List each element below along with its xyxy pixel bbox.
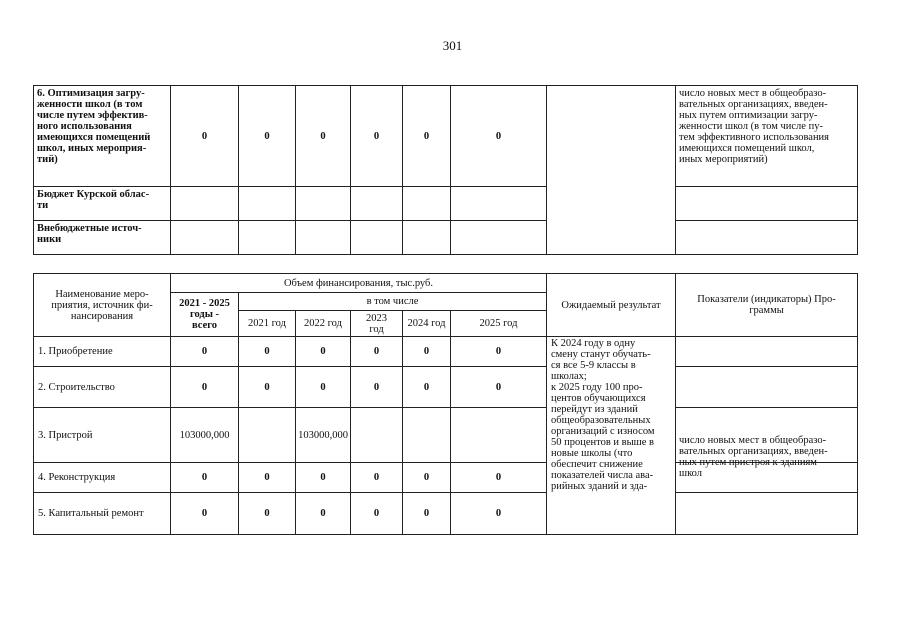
row4-2025: 0 (451, 463, 547, 493)
row2-2024: 0 (403, 367, 451, 408)
row3-total: 103000,000 (171, 408, 239, 463)
item6-2021: 0 (239, 86, 296, 187)
header-result: Ожидаемый результат (547, 274, 676, 337)
indicator-row4 (676, 463, 857, 493)
row3-2024 (403, 408, 451, 463)
item6-result (547, 86, 676, 254)
top-table (33, 85, 858, 255)
row5-name: 5. Капитальный ремонт (34, 493, 171, 534)
item6-indicator: число новых мест в общеобразо- вательных организациях, введен- ных путем оптимизации загру- женности школ (в том числе пу- тем эффективного использования имеющихся помещений школ, иных мероприятий) (676, 86, 857, 187)
indicator-row5 (676, 493, 857, 534)
offbudget-2023 (351, 221, 403, 254)
header-year-2023: 2023 год (351, 311, 403, 337)
indicator-row3: число новых мест в общеобразо- вательных организациях, введен- ных путем пристроя к зданиям школ (676, 408, 857, 463)
indicator-row2 (676, 367, 857, 408)
budget-2025 (451, 187, 547, 221)
row5-2023: 0 (351, 493, 403, 534)
row5-2025: 0 (451, 493, 547, 534)
row2-total: 0 (171, 367, 239, 408)
row5-2022: 0 (296, 493, 351, 534)
header-funding: Объем финансирования, тыс.руб. (171, 274, 547, 293)
expected-result: К 2024 году в одну смену станут обучать- ся все 5-9 классы в школах; к 2025 году 100 про- центов обучающихся перейдут из зданий общеобразовательных организаций с износом 50 процентов и выше в новые школы (что обеспечит снижение показателей числа ава- рийных зданий и зда- (547, 337, 676, 534)
page-number: 301 (442, 38, 463, 53)
row2-name: 2. Строительство (34, 367, 171, 408)
header-indicators: Показатели (индикаторы) Про- граммы (676, 274, 857, 337)
header-year-2021: 2021 год (239, 311, 296, 337)
row4-name: 4. Реконструкция (34, 463, 171, 493)
row1-2025: 0 (451, 337, 547, 367)
row5-2024: 0 (403, 493, 451, 534)
offbudget-label: Внебюджетные источ- ники (34, 221, 171, 254)
bottom-table (33, 273, 858, 535)
row1-name: 1. Приобретение (34, 337, 171, 367)
offbudget-total (171, 221, 239, 254)
row1-2021: 0 (239, 337, 296, 367)
row3-2025 (451, 408, 547, 463)
row3-2023 (351, 408, 403, 463)
item6-2025: 0 (451, 86, 547, 187)
row3-2022: 103000,000 (296, 408, 351, 463)
row2-2025: 0 (451, 367, 547, 408)
row4-total: 0 (171, 463, 239, 493)
offbudget-2022 (296, 221, 351, 254)
row2-2021: 0 (239, 367, 296, 408)
indicator-row1 (676, 337, 857, 367)
budget-2022 (296, 187, 351, 221)
header-name: Наименование меро- приятия, источник фи- нансирования (34, 274, 171, 337)
budget-total (171, 187, 239, 221)
row1-2023: 0 (351, 337, 403, 367)
header-year-2022: 2022 год (296, 311, 351, 337)
row4-2024: 0 (403, 463, 451, 493)
row2-2023: 0 (351, 367, 403, 408)
budget-2023 (351, 187, 403, 221)
header-year-2024: 2024 год (403, 311, 451, 337)
row1-2022: 0 (296, 337, 351, 367)
offbudget-2024 (403, 221, 451, 254)
row3-2021 (239, 408, 296, 463)
row4-2022: 0 (296, 463, 351, 493)
row4-2021: 0 (239, 463, 296, 493)
item6-2022: 0 (296, 86, 351, 187)
row3-name: 3. Пристрой (34, 408, 171, 463)
budget-indicator (676, 187, 857, 221)
header-total: 2021 - 2025 годы - всего (171, 293, 239, 337)
header-year-2025: 2025 год (451, 311, 547, 337)
item6-2024: 0 (403, 86, 451, 187)
item6-2023: 0 (351, 86, 403, 187)
item6-name: 6. Оптимизация загру- женности школ (в том числе путем эффектив- ного использования имеющихся помещений школ, иных мероприя- тий) (34, 86, 171, 187)
budget-2024 (403, 187, 451, 221)
budget-label: Бюджет Курской облас- ти (34, 187, 171, 221)
row2-2022: 0 (296, 367, 351, 408)
offbudget-2021 (239, 221, 296, 254)
header-including: в том числе (239, 293, 547, 311)
item6-total: 0 (171, 86, 239, 187)
row1-2024: 0 (403, 337, 451, 367)
row4-2023: 0 (351, 463, 403, 493)
row1-total: 0 (171, 337, 239, 367)
row5-2021: 0 (239, 493, 296, 534)
offbudget-indicator (676, 221, 857, 254)
budget-2021 (239, 187, 296, 221)
row5-total: 0 (171, 493, 239, 534)
offbudget-2025 (451, 221, 547, 254)
